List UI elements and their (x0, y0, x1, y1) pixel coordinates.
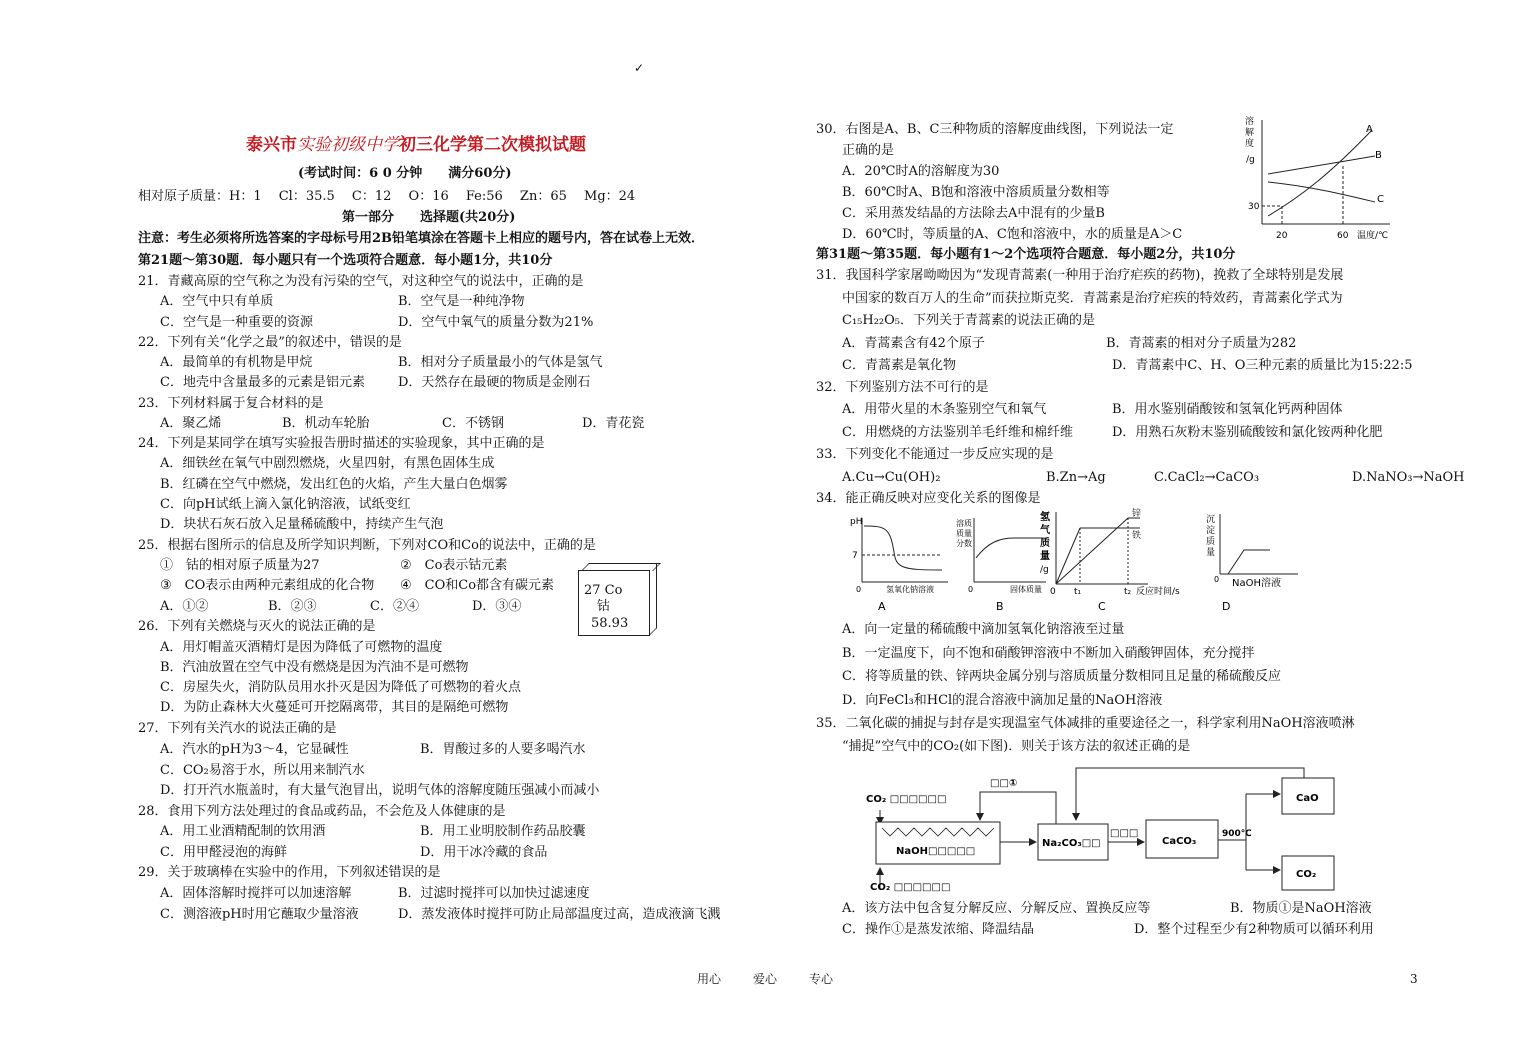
q27-a: A．汽水的pH为3～4，它显碱性 (160, 742, 349, 757)
q30-c: C．采用蒸发结晶的方法除去A中混有的少量B (842, 206, 1105, 221)
curve-c-label: C (1377, 194, 1384, 205)
curve-a (1268, 130, 1372, 216)
q27-stem: 27．下列有关汽水的说法正确的是 (138, 721, 337, 736)
q34-stem: 34．能正确反映对应变化关系的图像是 (816, 491, 1041, 506)
exam-info: (考试时间：6 0 分钟 满分60分) (298, 166, 512, 181)
title-part3: 初三化学第二次模拟试题 (399, 135, 586, 155)
q34b-ylabel3: 分数 (956, 539, 972, 548)
q34d-ylabel4: 量 (1206, 548, 1216, 558)
q34c-zinc-rise (1056, 528, 1080, 584)
q34c-label: C (1098, 600, 1106, 612)
q26-c: C．房屋失火，消防队员用水扑灭是因为降低了可燃物的着火点 (160, 680, 521, 695)
flow-naoh: NaOH□□□□□ (896, 846, 976, 857)
q23-a: A．聚乙烯 (160, 416, 222, 431)
q32-b: B．用水鉴别硝酸铵和氢氧化钙两种固体 (1112, 402, 1343, 417)
q34c-yunit: /g (1040, 565, 1049, 575)
q28-d: D．用干冰冷藏的食品 (420, 845, 548, 860)
q34c-origin: 0 (1050, 587, 1056, 597)
q34b-curve (976, 538, 1044, 558)
q23-stem: 23．下列材料属于复合材料的是 (138, 396, 324, 411)
title-part2: 实验初级中学 (297, 135, 399, 155)
q25-b: B．②③ (268, 599, 317, 614)
q32-d: D．用熟石灰粉末鉴别硫酸铵和氯化铵两种化肥 (1112, 425, 1383, 440)
q30-graph-ylabel1: 溶 (1245, 117, 1255, 127)
atomic-mass: 相对原子质量：H：1 Cl：35.5 C：12 O：16 Fe:56 Zn：65 Mg：24 (138, 189, 636, 204)
q34c-xlabel: 反应时间/s (1136, 587, 1180, 597)
q27-c: C．CO₂易溶于水，所以用来制汽水 (160, 763, 365, 778)
flow-op2: □□□ (1110, 828, 1139, 839)
q30-b: B．60℃时A、B饱和溶液中溶质质量分数相等 (842, 185, 1110, 200)
section2-heading: 第31题～第35题．每小题有1～2个选项符合题意．每小题2分，共10分 (816, 247, 1236, 262)
q34-graph-c (1036, 506, 1186, 612)
q23-d: D．青花瓷 (582, 416, 645, 431)
q30-x20: 20 (1276, 231, 1288, 241)
q21-d: D．空气中氧气的质量分数为21% (398, 315, 594, 330)
q25-o3: ③ CO表示由两种元素组成的化合物 (160, 578, 375, 593)
q28-c: C．用甲醛浸泡的海鲜 (160, 845, 287, 860)
page-title (246, 130, 586, 155)
q34b-origin: 0 (968, 585, 974, 594)
flow-cao: CaO (1296, 793, 1319, 804)
q34a-curve (864, 526, 942, 570)
cobalt-name: 钴 (597, 599, 611, 614)
curve-b-label: B (1375, 150, 1382, 161)
q26-b: B．汽油放置在空气中没有燃烧是因为汽油不是可燃物 (160, 660, 469, 675)
q35-stem1: 35．二氧化碳的捕捉与封存是实现温室气体减排的重要途径之一，科学家利用NaOH溶液喷淋 (816, 716, 1355, 731)
q31-c: C．青蒿素是氧化物 (842, 358, 956, 373)
q24-b: B．红磷在空气中燃烧，发出红色的火焰，产生大量白色烟雾 (160, 477, 508, 492)
section1-heading: 第21题～第30题．每小题只有一个选项符合题意．每小题1分，共10分 (138, 253, 553, 268)
q34c-ylabel2: 气 (1040, 525, 1050, 536)
q25-c: C．②④ (370, 599, 419, 614)
q22-b: B．相对分子质量最小的气体是氢气 (398, 355, 603, 370)
q34d-ylabel3: 质 (1206, 537, 1216, 547)
co2-capture-flow-diagram (860, 764, 1340, 898)
solubility-curve-graph (1240, 112, 1410, 246)
flow-arrow-op1-loop (980, 792, 1056, 824)
q33-stem: 33．下列变化不能通过一步反应实现的是 (816, 447, 1054, 462)
q35-b: B．物质①是NaOH溶液 (1230, 901, 1372, 916)
q24-a: A．细铁丝在氧气中剧烈燃烧，火星四射，有黑色固体生成 (160, 456, 495, 471)
q34-a: A．向一定量的稀硫酸中滴加氢氧化钠溶液至过量 (842, 622, 1125, 637)
flow-temp: 900℃ (1222, 829, 1252, 839)
q30-d: D．60℃时，等质量的A、C饱和溶液中，水的质量是A＞C (842, 227, 1183, 242)
flow-co2-out: CO₂ (1296, 869, 1317, 880)
title-part1: 泰兴市 (246, 135, 297, 155)
flow-box-naoh (876, 822, 1000, 864)
q30-y30: 30 (1248, 202, 1260, 212)
q34b-label: B (996, 600, 1004, 612)
footer-f3: 专心 (809, 972, 834, 986)
q34-d: D．向FeCl₃和HCl的混合溶液中滴加足量的NaOH溶液 (842, 693, 1163, 708)
q34-c: C．将等质量的铁、锌两块金属分别与溶质质量分数相同且足量的稀硫酸反应 (842, 669, 1281, 684)
q29-c: C．测溶液pH时用它蘸取少量溶液 (160, 907, 359, 922)
q34-graph-d (1198, 508, 1308, 612)
q34d-origin: 0 (1214, 575, 1220, 584)
q27-b: B．胃酸过多的人要多喝汽水 (420, 742, 586, 757)
notice: 注意：考生必须将所选答案的字母标号用2B铅笔填涂在答题卡上相应的题号内，答在试卷上无效． (138, 231, 705, 246)
q31-stem1: 31．我国科学家屠呦呦因为“发现青蒿素(一种用于治疗疟疾的药物)，挽救了全球特别是发展 (816, 268, 1344, 283)
q34-graph-a (846, 512, 956, 612)
q34d-label: D (1222, 600, 1231, 612)
flow-caco3: CaCO₃ (1162, 836, 1197, 847)
q24-d: D．块状石灰石放入足量稀硫酸中，持续产生气泡 (160, 517, 444, 532)
q30-graph-ylabel2: 解 (1245, 128, 1255, 138)
q34d-curve (1228, 550, 1270, 574)
q25-o2: ② Co表示钴元素 (400, 558, 508, 573)
q31-a: A．青蒿素含有42个原子 (842, 336, 985, 351)
q26-d: D．为防止森林大火蔓延可开挖隔离带，其目的是隔绝可燃物 (160, 700, 509, 715)
q26-a: A．用灯帽盖灭酒精灯是因为降低了可燃物的温度 (160, 640, 443, 655)
q26-stem: 26．下列有关燃烧与灭火的说法正确的是 (138, 619, 376, 634)
q30-x60: 60 (1337, 231, 1349, 241)
q25-stem: 25．根据右图所示的信息及所学知识判断，下列对CO和Co的说法中，正确的是 (138, 538, 596, 553)
q34c-t1: t₁ (1074, 587, 1082, 597)
q28-stem: 28．食用下列方法处理过的食品或药品，不会危及人体健康的是 (138, 804, 506, 819)
q33-d: D.NaNO₃→NaOH (1352, 470, 1465, 485)
q22-a: A．最简单的有机物是甲烷 (160, 355, 313, 370)
q31-stem3: C₁₅H₂₂O₅．下列关于青蒿素的说法正确的是 (842, 313, 1095, 328)
q21-c: C．空气是一种重要的资源 (160, 315, 313, 330)
q31-b: B．青蒿素的相对分子质量为282 (1106, 336, 1297, 351)
q30-graph-ylabel3: 度 (1245, 139, 1255, 149)
q29-stem: 29．关于玻璃棒在实验中的作用，下列叙述错误的是 (138, 865, 441, 880)
cobalt-mass: 58.93 (591, 616, 629, 631)
q32-a: A．用带火星的木条鉴别空气和氧气 (842, 402, 1047, 417)
q34-b: B．一定温度下，向不饱和硝酸钾溶液中不断加入硝酸钾固体，充分搅拌 (842, 646, 1255, 661)
q23-b: B．机动车轮胎 (282, 416, 370, 431)
part1-heading: 第一部分 选择题(共20分) (342, 210, 516, 225)
q34c-t2: t₂ (1124, 587, 1132, 597)
cobalt-number-symbol: 27 Co (584, 583, 623, 598)
q25-o4: ④ CO和Co都含有碳元素 (400, 578, 555, 593)
q24-c: C．向pH试纸上滴入氯化钠溶液，试纸变红 (160, 497, 411, 512)
q34b-ylabel2: 质量 (956, 529, 972, 538)
q34a-origin: 0 (856, 585, 862, 594)
q34a-label: A (878, 600, 886, 612)
q22-stem: 22．下列有关“化学之最”的叙述中，错误的是 (138, 335, 402, 350)
q34a-xlabel: 氢氧化钠溶液 (886, 585, 934, 594)
q34d-ylabel1: 沉 (1206, 515, 1216, 525)
q34a-ylabel: pH (850, 517, 863, 527)
q25-d: D．③④ (472, 599, 522, 614)
q31-d: D．青蒿素中C、H、O三种元素的质量比为15:22:5 (1112, 358, 1413, 373)
q21-stem: 21．青藏高原的空气称之为没有污染的空气，对这种空气的说法中，正确的是 (138, 274, 584, 289)
curve-c (1268, 182, 1375, 202)
q34c-ylabel1: 氢 (1040, 512, 1050, 523)
q34a-seven: 7 (852, 551, 858, 561)
q28-a: A．用工业酒精配制的饮用酒 (160, 824, 326, 839)
q34c-ylabel3: 质 (1040, 538, 1050, 549)
q31-stem2: 中国家的数百万人的生命”而获拉斯克奖．青蒿素是治疗疟疾的特效药，青蒿素化学式为 (842, 291, 1343, 306)
q23-c: C．不锈钢 (442, 416, 504, 431)
q35-c: C．操作①是蒸发浓缩、降温结晶 (842, 922, 1034, 937)
q34c-ylabel4: 量 (1040, 551, 1050, 562)
q28-b: B．用工业明胶制作药品胶囊 (420, 824, 586, 839)
q34d-xlabel: NaOH溶液 (1232, 578, 1281, 589)
q30-xlabel: 温度/℃ (1357, 231, 1389, 241)
header-mark: ✓ (634, 61, 645, 75)
q30-a: A．20℃时A的溶解度为30 (842, 164, 1000, 179)
q35-d: D．整个过程至少有2种物质可以循环利用 (1134, 922, 1374, 937)
q30-stem1: 30．右图是A、B、C三种物质的溶解度曲线图，下列说法一定 (816, 122, 1174, 137)
footer-f1: 用心 (697, 972, 722, 986)
q30-stem2: 正确的是 (842, 143, 895, 158)
q33-c: C.CaCl₂→CaCO₃ (1154, 470, 1260, 485)
curve-b (1268, 156, 1375, 174)
q33-b: B.Zn→Ag (1046, 470, 1106, 485)
q24-stem: 24．下列是某同学在填写实验报告册时描述的实验现象，其中正确的是 (138, 436, 545, 451)
q35-a: A．该方法中包含复分解反应、分解反应、置换反应等 (842, 901, 1151, 916)
q29-a: A．固体溶解时搅拌可以加速溶解 (160, 886, 352, 901)
q32-stem: 32．下列鉴别方法不可行的是 (816, 380, 989, 395)
page-number: 3 (1410, 972, 1418, 986)
q25-a: A．①② (160, 599, 209, 614)
q22-c: C．地壳中含量最多的元素是铝元素 (160, 375, 365, 390)
q29-b: B．过滤时搅拌可以加快过滤速度 (398, 886, 590, 901)
flow-co2-bottom: CO₂ □□□□□□ (870, 882, 951, 893)
q30-graph-yunit: /g (1246, 155, 1255, 165)
q34c-zinc-label: 锌 (1132, 509, 1142, 519)
q34b-xlabel: 固体质量 (1010, 585, 1042, 594)
q34c-iron-label: 铁 (1132, 531, 1142, 541)
q21-a: A．空气中只有单质 (160, 294, 274, 309)
q32-c: C．用燃烧的方法鉴别羊毛纤维和棉纤维 (842, 425, 1073, 440)
footer-f2: 爱心 (753, 972, 778, 986)
q25-o1: ① 钴的相对原子质量为27 (160, 558, 320, 573)
curve-a-label: A (1366, 124, 1373, 135)
q21-b: B．空气是一种纯净物 (398, 294, 525, 309)
q34b-ylabel1: 溶质 (956, 519, 972, 528)
flow-op1: □□① (990, 778, 1018, 789)
q33-a: A.Cu→Cu(OH)₂ (842, 470, 941, 485)
q27-d: D．打开汽水瓶盖时，有大量气泡冒出，说明气体的溶解度随压强减小而减小 (160, 783, 600, 798)
q35-stem2: “捕捉”空气中的CO₂(如下图)．则关于该方法的叙述正确的是 (842, 739, 1191, 754)
flow-co2-top: CO₂ □□□□□□ (866, 794, 947, 805)
q22-d: D．天然存在最硬的物质是金刚石 (398, 375, 591, 390)
cobalt-element-card (578, 570, 650, 636)
q34d-ylabel2: 淀 (1206, 526, 1216, 536)
flow-na2co3: Na₂CO₃□□ (1042, 838, 1101, 849)
q29-d: D．蒸发液体时搅拌可防止局部温度过高，造成液滴飞溅 (398, 907, 721, 922)
